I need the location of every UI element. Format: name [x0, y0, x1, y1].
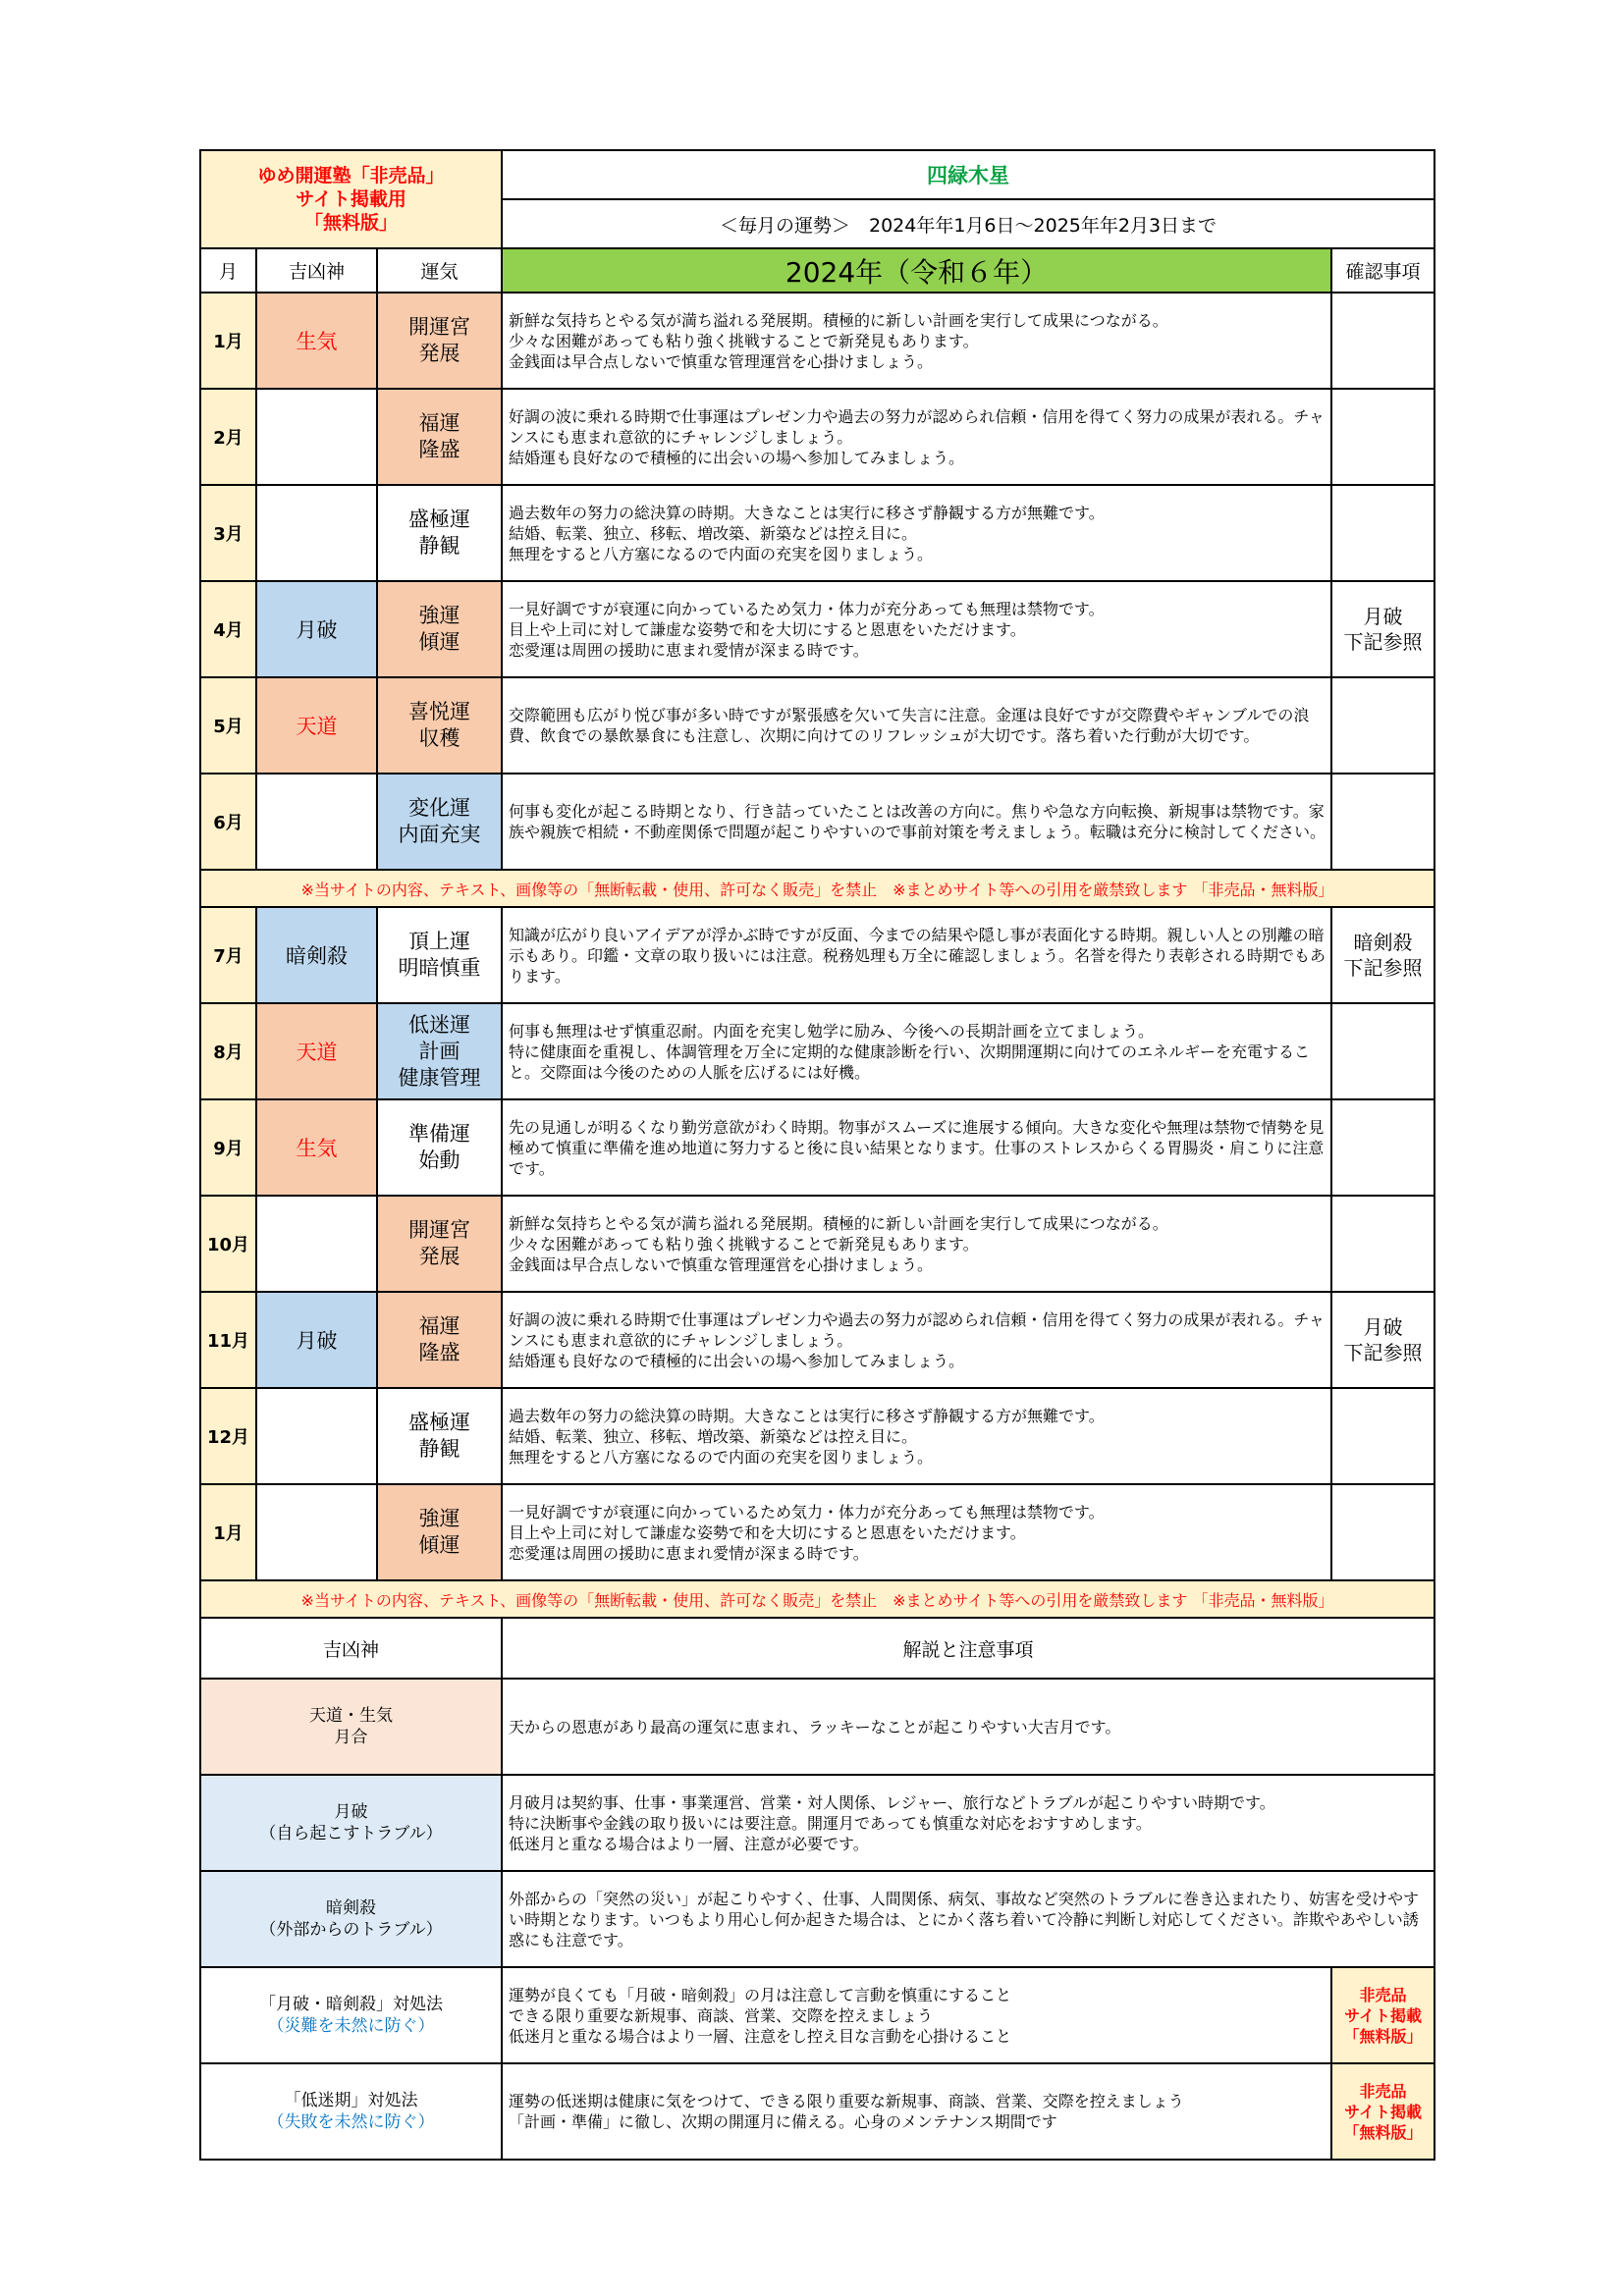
description-cell: 好調の波に乗れる時期で仕事運はプレゼン力や過去の努力が認められ信頼・信用を得てく努力の成果が表れる。チャンスにも恵まれ意欲的にチャレンジしましょう。 結婚運も良好なので積極的に出会いの場へ参加してみましょう。	[502, 1292, 1331, 1388]
check-cell	[1331, 389, 1435, 485]
month-row	[200, 907, 1435, 1003]
check-cell	[1331, 485, 1435, 581]
kichi-cell	[256, 485, 377, 581]
check-cell	[1331, 1003, 1435, 1099]
check-cell	[1331, 677, 1435, 774]
description-cell: 一見好調ですが衰運に向かっているため気力・体力が充分あっても無理は禁物です。 目上や上司に対して謙虚な姿勢で和を大切にすると恩恵をいただけます。 恋愛運は周囲の援助に恵まれ愛情が深まる時です。	[502, 581, 1331, 677]
description-cell: 何事も変化が起こる時期となり、行き詰っていたことは改善の方向に。焦りや急な方向転換、新規事は禁物です。家族や親族で相続・不動産関係で問題が起こりやすいので事前対策を考えましょう。転職は充分に検討してください。	[502, 774, 1331, 870]
kichi-cell	[256, 389, 377, 485]
check-cell	[1331, 1099, 1435, 1196]
check-cell: 月破 下記参照	[1331, 581, 1435, 677]
unki-cell: 低迷運 計画 健康管理	[377, 1003, 502, 1099]
kichi-cell	[256, 1388, 377, 1484]
tip-name-cell	[200, 1967, 502, 2063]
month-cell: 7月	[200, 907, 256, 1003]
month-row	[200, 1196, 1435, 1292]
year-header: 2024年（令和６年）	[502, 248, 1331, 293]
kichi-cell	[256, 1484, 377, 1580]
check-cell	[1331, 1196, 1435, 1292]
month-row	[200, 293, 1435, 389]
month-cell: 5月	[200, 677, 256, 774]
month-cell: 2月	[200, 389, 256, 485]
free-version-badge: 非売品 サイト掲載 「無料版」	[1331, 1967, 1435, 2063]
month-row	[200, 677, 1435, 774]
col-month: 月	[200, 248, 256, 293]
month-row	[200, 1003, 1435, 1099]
description-cell: 好調の波に乗れる時期で仕事運はプレゼン力や過去の努力が認められ信頼・信用を得てく努力の成果が表れる。チャンスにも恵まれ意欲的にチャレンジしましょう。 結婚運も良好なので積極的に出会いの場へ参加してみましょう。	[502, 389, 1331, 485]
tip-description: 運勢が良くても「月破・暗剣殺」の月は注意して言動を慎重にすること できる限り重要な新規事、商談、営業、交際を控えましょう 低迷月と重なる場合はより一層、注意をし控え目な言動を心掛けること	[502, 1967, 1331, 2063]
unki-cell: 盛極運 静観	[377, 485, 502, 581]
month-cell: 11月	[200, 1292, 256, 1388]
month-cell: 8月	[200, 1003, 256, 1099]
check-cell: 月破 下記参照	[1331, 1292, 1435, 1388]
description-cell: 新鮮な気持ちとやる気が満ち溢れる発展期。積極的に新しい計画を実行して成果につながる。 少々な困難があっても粘り強く挑戦することで新発見もあります。 金銭面は早合点しないで慎重な管理運営を心掛けましょう。	[502, 1196, 1331, 1292]
month-cell: 6月	[200, 774, 256, 870]
description-cell: 知識が広がり良いアイデアが浮かぶ時ですが反面、今までの結果や隠し事が表面化する時期。親しい人との別離の暗示もあり。印鑑・文章の取り扱いには注意。税務処理も万全に確認しましょう。名誉を得たり表彰される時期でもあります。	[502, 907, 1331, 1003]
check-cell	[1331, 1484, 1435, 1580]
check-cell	[1331, 293, 1435, 389]
kichi-cell: 天道	[256, 1003, 377, 1099]
unki-cell: 強運 傾運	[377, 581, 502, 677]
unki-cell: 開運宮 発展	[377, 1196, 502, 1292]
unki-cell: 福運 隆盛	[377, 389, 502, 485]
kichi-cell: 天道	[256, 677, 377, 774]
kichi-cell: 暗剣殺	[256, 907, 377, 1003]
unki-cell: 開運宮 発展	[377, 293, 502, 389]
tip-name: 「月破・暗剣殺」対処法	[259, 1995, 443, 2014]
kichi-cell	[256, 1196, 377, 1292]
fortune-table	[199, 149, 1435, 2161]
description-cell: 新鮮な気持ちとやる気が満ち溢れる発展期。積極的に新しい計画を実行して成果につながる。 少々な困難があっても粘り強く挑戦することで新発見もあります。 金銭面は早合点しないで慎重な管理運営を心掛けましょう。	[502, 293, 1331, 389]
legend-name: 月破	[334, 1802, 368, 1822]
tip-name-cell	[200, 2063, 502, 2160]
month-cell: 3月	[200, 485, 256, 581]
col-unki: 運気	[377, 248, 502, 293]
unki-cell: 福運 隆盛	[377, 1292, 502, 1388]
unki-cell: 準備運 始動	[377, 1099, 502, 1196]
legend-description: 天からの恩恵があり最高の運気に恵まれ、ラッキーなことが起こりやすい大吉月です。	[502, 1679, 1435, 1775]
legend-name-cell	[200, 1871, 502, 1967]
kichi-cell: 生気	[256, 293, 377, 389]
free-version-badge: 非売品 サイト掲載 「無料版」	[1331, 2063, 1435, 2160]
legend-sub: （外部からのトラブル）	[259, 1920, 443, 1940]
month-row	[200, 1292, 1435, 1388]
description-cell: 何事も無理はせず慎重忍耐。内面を充実し勉学に励み、今後への長期計画を立てましょう。 特に健康面を重視し、体調管理を万全に定期的な健康診断を行い、次期開運期に向けてのエネルギーを充電すること。交際面は今後のための人脈を広げるには好機。	[502, 1003, 1331, 1099]
copyright-notice: ※当サイトの内容、テキスト、画像等の「無断転載・使用、許可なく販売」を禁止 ※まとめサイト等への引用を厳禁致します 「非売品・無料版」	[200, 1580, 1435, 1618]
description-cell: 交際範囲も広がり悦び事が多い時ですが緊張感を欠いて失言に注意。金運は良好ですが交際費やギャンブルでの浪費、飲食での暴飲暴食にも注意し、次期に向けてのリフレッシュが大切です。落ち着いた行動が大切です。	[502, 677, 1331, 774]
legend-name-cell	[200, 1679, 502, 1775]
tip-sub: （失敗を未然に防ぐ）	[267, 2112, 435, 2132]
month-cell: 1月	[200, 293, 256, 389]
month-cell: 10月	[200, 1196, 256, 1292]
description-cell: 過去数年の努力の総決算の時期。大きなことは実行に移さず静観する方が無難です。 結婚、転業、独立、移転、増改築、新築などは控え目に。 無理をすると八方塞になるので内面の充実を図りましょう。	[502, 1388, 1331, 1484]
description-cell: 過去数年の努力の総決算の時期。大きなことは実行に移さず静観する方が無難です。 結婚、転業、独立、移転、増改築、新築などは控え目に。 無理をすると八方塞になるので内面の充実を図りましょう。	[502, 485, 1331, 581]
legend-name: 暗剣殺	[326, 1898, 376, 1918]
tip-sub: （災難を未然に防ぐ）	[267, 2016, 435, 2036]
legend-col-kichi: 吉凶神	[200, 1618, 502, 1679]
unki-cell: 盛極運 静観	[377, 1388, 502, 1484]
month-row	[200, 1099, 1435, 1196]
month-row	[200, 389, 1435, 485]
unki-cell: 変化運 内面充実	[377, 774, 502, 870]
legend-col-desc: 解説と注意事項	[502, 1618, 1435, 1679]
kichi-cell: 月破	[256, 581, 377, 677]
month-cell: 1月	[200, 1484, 256, 1580]
legend-description: 外部からの「突然の災い」が起こりやすく、仕事、人間関係、病気、事故など突然のトラブルに巻き込まれたり、妨害を受けやすい時期となります。いつもより用心し何か起きた場合は、とにかく落ち着いて冷静に判断し対応してください。詐欺やあやしい誘惑にも注意です。	[502, 1871, 1435, 1967]
month-row	[200, 1388, 1435, 1484]
month-row	[200, 774, 1435, 870]
unki-cell: 強運 傾運	[377, 1484, 502, 1580]
month-row	[200, 485, 1435, 581]
unki-cell: 喜悦運 収穫	[377, 677, 502, 774]
month-row	[200, 581, 1435, 677]
tip-name: 「低迷期」対処法	[284, 2091, 418, 2110]
kichi-cell: 月破	[256, 1292, 377, 1388]
copyright-notice: ※当サイトの内容、テキスト、画像等の「無断転載・使用、許可なく販売」を禁止 ※まとめサイト等への引用を厳禁致します 「非売品・無料版」	[200, 870, 1435, 907]
check-cell	[1331, 774, 1435, 870]
period-text: ＜毎月の運勢＞ 2024年年1月6日～2025年年2月3日まで	[502, 199, 1435, 248]
legend-sub: （自ら起こすトラブル）	[259, 1824, 443, 1843]
kichi-cell	[256, 774, 377, 870]
description-cell: 一見好調ですが衰運に向かっているため気力・体力が充分あっても無理は禁物です。 目上や上司に対して謙虚な姿勢で和を大切にすると恩恵をいただけます。 恋愛運は周囲の援助に恵まれ愛情が深まる時です。	[502, 1484, 1331, 1580]
check-cell: 暗剣殺 下記参照	[1331, 907, 1435, 1003]
col-check: 確認事項	[1331, 248, 1435, 293]
star-title: 四緑木星	[502, 150, 1435, 199]
legend-name-cell	[200, 1775, 502, 1871]
legend-description: 月破月は契約事、仕事・事業運営、営業・対人関係、レジャー、旅行などトラブルが起こりやすい時期です。 特に決断事や金銭の取り扱いには要注意。開運月であっても慎重な対応をおすすめします。 低迷月と重なる場合はより一層、注意が必要です。	[502, 1775, 1435, 1871]
site-label: ゆめ開運塾「非売品」 サイト掲載用 「無料版」	[200, 150, 502, 248]
col-kichi: 吉凶神	[256, 248, 377, 293]
tip-description: 運勢の低迷期は健康に気をつけて、できる限り重要な新規事、商談、営業、交際を控えましょう 「計画・準備」に徹し、次期の開運月に備える。心身のメンテナンス期間です	[502, 2063, 1331, 2160]
legend-name: 天道・生気 月合	[309, 1706, 393, 1747]
unki-cell: 頂上運 明暗慎重	[377, 907, 502, 1003]
check-cell	[1331, 1388, 1435, 1484]
month-cell: 4月	[200, 581, 256, 677]
month-cell: 9月	[200, 1099, 256, 1196]
month-row	[200, 1484, 1435, 1580]
month-cell: 12月	[200, 1388, 256, 1484]
description-cell: 先の見通しが明るくなり勤労意欲がわく時期。物事がスムーズに進展する傾向。大きな変化や無理は禁物で情勢を見極めて慎重に準備を進め地道に努力すると後に良い結果となります。仕事のストレスからくる胃腸炎・肩こりに注意です。	[502, 1099, 1331, 1196]
kichi-cell: 生気	[256, 1099, 377, 1196]
